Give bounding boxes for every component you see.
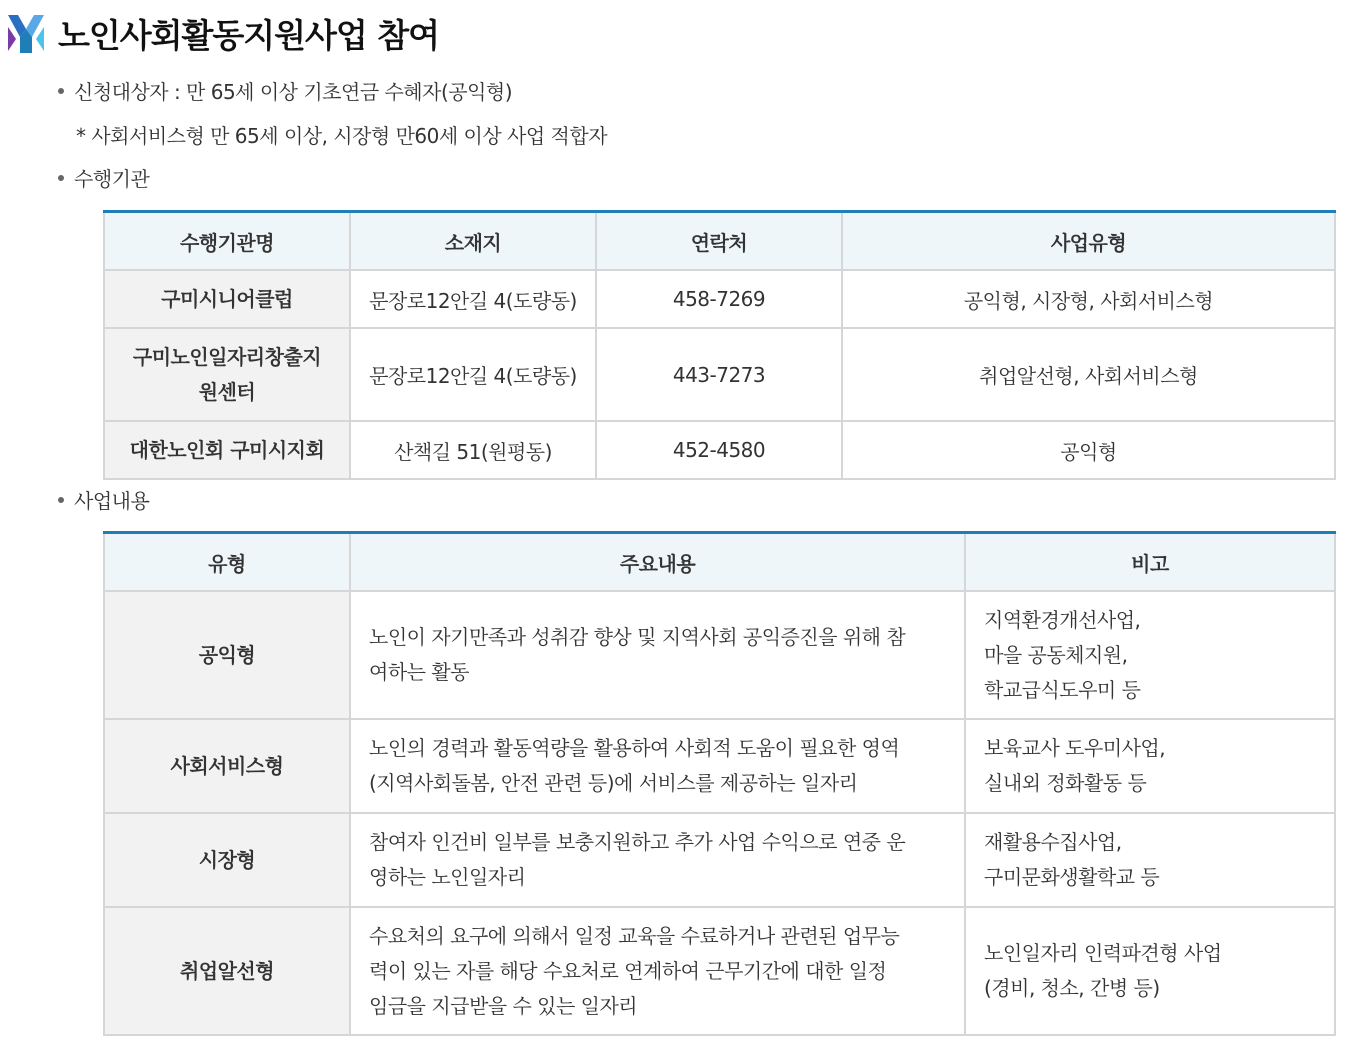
agencies-heading (58, 163, 149, 192)
column-header: 비고 (965, 533, 1335, 592)
logo-icon (6, 13, 46, 53)
note-line: 노인일자리 인력파견형 사업 (984, 941, 1222, 965)
program-content (350, 719, 965, 813)
agency-types: 공익형, 시장형, 사회서비스형 (842, 270, 1335, 328)
table-row (104, 270, 1335, 328)
table-header-row (104, 533, 1335, 592)
agency-name-line: 원센터 (198, 379, 256, 404)
table-row (104, 421, 1335, 479)
agency-name: 구미시니어클럽 (104, 270, 350, 328)
note-line: 실내외 정화활동 등 (984, 771, 1147, 795)
agency-address: 산책길 51(원평동) (350, 421, 596, 479)
bullet-dot (58, 88, 64, 94)
content-line: 수요처의 요구에 의해서 일정 교육을 수료하거나 관련된 업무능 (369, 923, 900, 948)
content-line: 참여자 인건비 일부를 보충지원하고 추가 사업 수익으로 연중 운 (369, 830, 906, 854)
table-row (104, 591, 1335, 719)
content-line: 노인의 경력과 활동역량을 활용하여 사회적 도움이 필요한 영역 (369, 736, 900, 760)
program-note (965, 719, 1335, 813)
eligibility-bullet (58, 76, 512, 105)
program-note (965, 813, 1335, 907)
column-header: 수행기관명 (104, 212, 350, 271)
note-line: 마을 공동체지원, (984, 642, 1128, 667)
table-row (104, 813, 1335, 907)
note-line: 학교급식도우미 등 (984, 677, 1141, 702)
column-header: 유형 (104, 533, 350, 592)
note-line: 지역환경개선사업, (984, 607, 1141, 632)
agency-address: 문장로12안길 4(도량동) (350, 328, 596, 421)
bullet-dot (58, 497, 64, 503)
agency-name (104, 328, 350, 421)
column-header: 주요내용 (350, 533, 965, 592)
program-heading (58, 485, 149, 514)
agency-name-line: 구미노인일자리창출지 (132, 344, 322, 369)
agency-types: 공익형 (842, 421, 1335, 479)
agency-address: 문장로12안길 4(도량동) (350, 270, 596, 328)
bullet-dot (58, 175, 64, 181)
eligibility-text: 신청대상자 : 만 65세 이상 기초연금 수혜자(공익형) (74, 80, 513, 104)
column-header: 연락처 (596, 212, 842, 271)
agencies-heading-text: 수행기관 (74, 167, 150, 191)
note-line: (경비, 청소, 간병 등) (984, 976, 1160, 1000)
page-title: 노인사회활동지원사업 참여 (58, 15, 440, 55)
content-line: 임금을 지급받을 수 있는 일자리 (369, 993, 638, 1018)
note-line: 구미문화생활학교 등 (984, 865, 1160, 889)
note-line: 재활용수집사업, (984, 830, 1122, 854)
program-note (965, 907, 1335, 1035)
agency-name: 대한노인회 구미시지회 (104, 421, 350, 479)
program-content (350, 907, 965, 1035)
program-table (103, 531, 1336, 1036)
column-header: 소재지 (350, 212, 596, 271)
table-row (104, 719, 1335, 813)
agency-phone: 458-7269 (596, 270, 842, 328)
agencies-table (103, 210, 1336, 480)
agency-phone: 452-4580 (596, 421, 842, 479)
program-type: 시장형 (104, 813, 350, 907)
content-line: 여하는 활동 (369, 660, 469, 684)
table-row (104, 907, 1335, 1035)
eligibility-note: * 사회서비스형 만 65세 이상, 시장형 만60세 이상 사업 적합자 (76, 124, 608, 148)
content-line: (지역사회돌봄, 안전 관련 등)에 서비스를 제공하는 일자리 (369, 771, 858, 795)
table-header-row (104, 212, 1335, 271)
program-content (350, 591, 965, 719)
program-heading-text: 사업내용 (74, 489, 150, 513)
program-type: 공익형 (104, 591, 350, 719)
title-row (6, 12, 439, 54)
table-row (104, 328, 1335, 421)
note-line: 보육교사 도우미사업, (984, 736, 1166, 760)
program-type: 사회서비스형 (104, 719, 350, 813)
program-type: 취업알선형 (104, 907, 350, 1035)
content-line: 영하는 노인일자리 (369, 865, 526, 889)
content-line: 력이 있는 자를 해당 수요처로 연계하여 근무기간에 대한 일정 (369, 958, 887, 983)
content-line: 노인이 자기만족과 성취감 향상 및 지역사회 공익증진을 위해 참 (369, 625, 906, 649)
column-header: 사업유형 (842, 212, 1335, 271)
agency-types: 취업알선형, 사회서비스형 (842, 328, 1335, 421)
program-content (350, 813, 965, 907)
program-note (965, 591, 1335, 719)
agency-phone: 443-7273 (596, 328, 842, 421)
